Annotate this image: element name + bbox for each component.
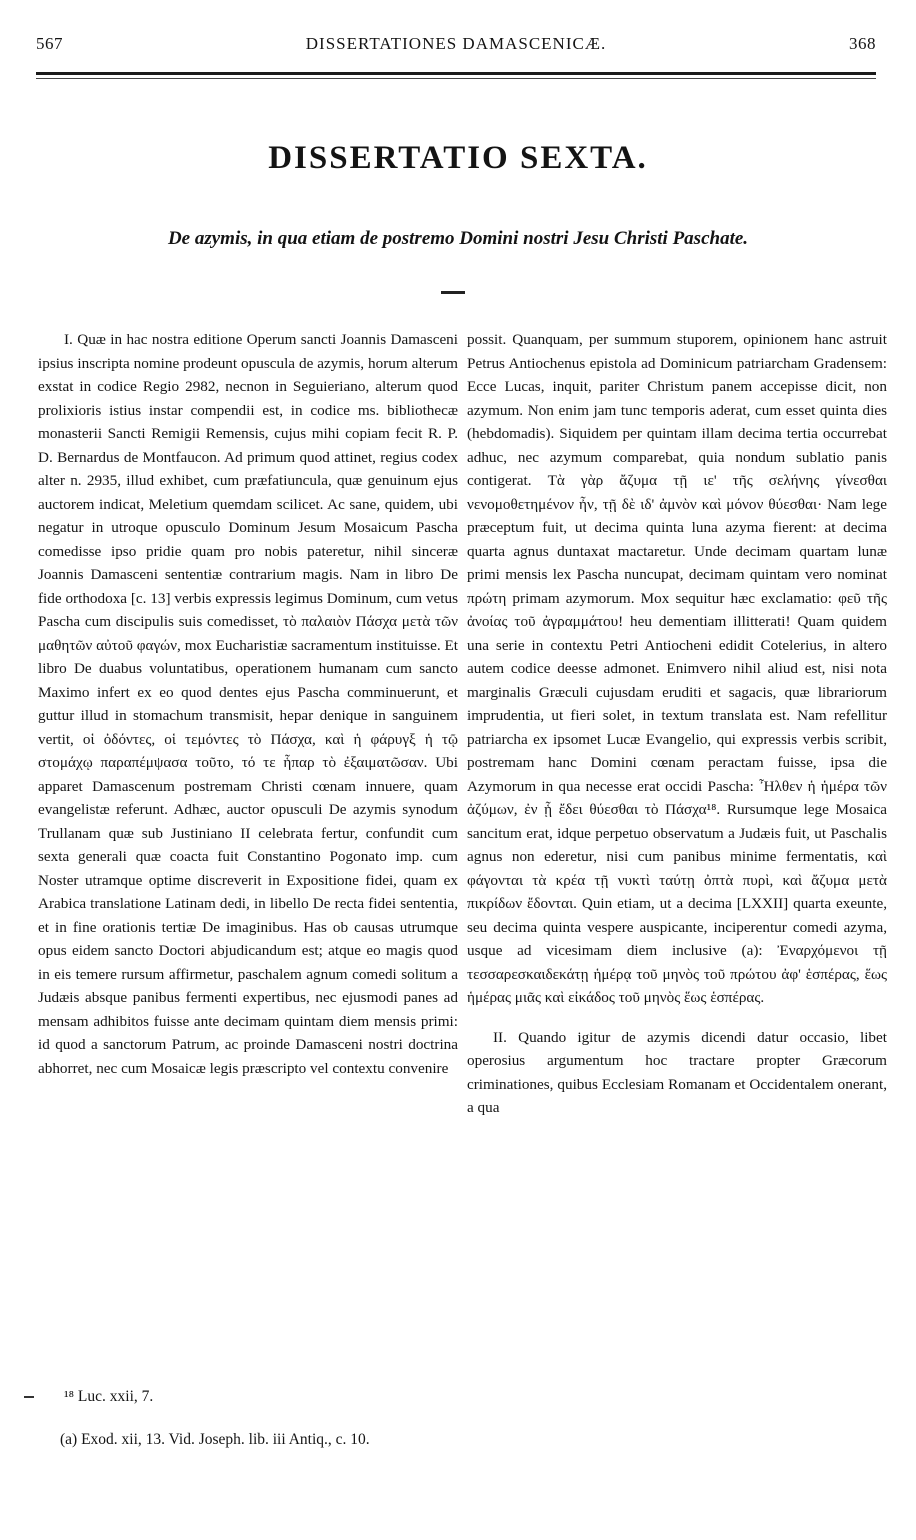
running-title: DISSERTATIONES DAMASCENICÆ.	[305, 34, 607, 53]
dissertation-subtitle: De azymis, in qua etiam de postremo Domini nostri Jesu Christi Paschate.	[167, 228, 749, 249]
paragraph-two: II. Quando igitur de azymis dicendi datur occasio, libet operosius argumentum hoc tractare propter Græcorum criminationes, quibus Ecclesiam Romanam et Occidentalem onerant, a qua	[467, 1028, 887, 1116]
header-rule-thin	[36, 78, 876, 79]
page-number-right: 368	[849, 34, 876, 53]
dissertation-title: DISSERTATIO SEXTA.	[268, 140, 648, 176]
header-rule-thick	[36, 72, 876, 75]
running-head	[36, 34, 876, 58]
page-number-left: 567	[36, 34, 63, 53]
paragraph-one: I. Quæ in hac nostra editione Operum sancti Joannis Damasceni ipsius inscripta nomine prodeunt opuscula de azymis, horum alterum exstat in codice Regio 2982, necnon in Seguieriano, alterum quod prolixioris istius instar compendii est, in codice ms. bibliothecæ monasterii Sancti Remigii Remensis, cujus mihi copiam fecit R. P. D. Bernardus de Montfaucon. Ad primum quod attinet, regius codex alter n. 2935, illud exhibet, cum præfatiuncula, quæ genuinum ejus auctorem indicat, Meletium quemdam scilicet. Ac sane, quidem, ubi negatur in utroque opusculo Dominum Jesum Mosaicum Pascha comedisse ipso pridie quam pro nobis pateretur, nihil sinceræ Joannis Damasceni sententiæ contrarium magis. Nam in libro De fide orthodoxa [c. 13] verbis expressis legimus Dominum, cum vetus Pascha cum discipulis suis comedisset, τὸ παλαιὸν Πάσχα μετὰ τῶν μαθητῶν αὐτοῦ φαγών, mox Eucharistiæ sacramentum instituisse. Et libro De duabus voluntatibus, operationem humanam cum sancto Maximo infert ex eo quod dentes ejus Pascha comminuerunt, et guttur illud in stomachum transmisit, hepar denique in sanguinem vertit, οἱ ὀδόντες, οἱ τεμόντες τὸ Πάσχα, καὶ ἡ φάρυγξ ἡ τῷ στομάχῳ παραπέμψασα τοῦτο, τό τε ἧπαρ τὸ ἐξαιματῶσαν. Ubi apparet Damascenum postremam Christi cœnam innuere, quam evangelistæ referunt. Adhæc, auctor opusculi De azymis synodum Trullanam quæ sub Justiniano II celebrata fertur, confundit cum sexta generali quæ coacta fuit Constantino Pogonato imp. cum Noster utramque optime discreverit in Expositione fidei, quam ex Arabica translatione Latinam dedi, in libello De recta fidei sententia, et in fine orationis tertiæ De imaginibus. Has ob causas utrumque opus eidem sancto Doctori abjudicandum est; atque eo magis quod in eis temere rursum affirmetur, paschalem agnum comedi solitum a Judæis absque panibus fermenti expertibus, nec ejusmodi panes ad mensam adhibitos fuisse ante decimam quintam diem mensis primi: id quod a sanctorum Patrum, ac proinde Damasceni nostri doctrina abhorret, nec cum Mosaicæ legis præscripto vel contextu convenire	[38, 331, 458, 1077]
footnote-a: (a) Exod. xii, 13. Vid. Joseph. lib. iii Antiq., c. 10.	[60, 1431, 370, 1448]
margin-dash	[24, 1396, 34, 1398]
right-column	[467, 328, 887, 1120]
footnote-18: ¹⁸ Luc. xxii, 7.	[64, 1388, 154, 1405]
paragraph-one-continued: possit. Quanquam, per summum stuporem, opinionem hanc astruit Petrus Antiochenus epistola ad Dominicum patriarcham Gradensem: Ecce Lucas, inquit, pariter Christum panem accepisse dicit, non azymum. Non enim jam tunc temporis aderat, cum esset quinta dies (hebdomadis). Siquidem per quintam illam decima tertia occurrebat adhuc, nec azymum comparebat, quia nondum sublatio panis contigerat. Τὰ γὰρ ἄζυμα τῇ ιε' τῆς σελήνης γίνεσθαι νενομοθετημένον ἦν, τῇ δὲ ιδ' ἀμνὸν καὶ μόνον θύεσθαι· Nam lege præceptum fuit, ut decima quinta luna azyma fierent: at decima quarta agnus duntaxat mactaretur. Unde decimam quartam lunæ primi mensis lex Pascha nuncupat, decimam quintam vero nominat πρώτη primam azymorum. Mox sequitur hæc exclamatio: φεῦ τῆς ἀνοίας τοῦ ἀγραμμάτου! heu dementiam illitterati! Quam quidem una serie in contextu Petri Antiocheni edidit Cotelerius, in altero autem codice deesse admonet. Enimvero nihil aliud est, nisi nota marginalis Græculi cujusdam eruditi et sagacis, quæ librariorum imprudentia, ut fieri solet, in textum translata est. Nam refellitur patriarcha ex ipsomet Lucæ Evangelio, qui expressis verbis scribit, postremam hanc Domini cœnam peractam fuisse, ipsa die Azymorum in qua necesse erat occidi Pascha: Ἦλθεν ἡ ἡμέρα τῶν ἀζύμων, ἐν ᾗ ἔδει θύεσθαι τὸ Πάσχα¹⁸. Rursumque lege Mosaica sancitum erat, idque perpetuo observatum a Judæis fuit, ut Paschalis agnus non ederetur, nisi cum panibus minime fermentatis, καὶ φάγονται τὰ κρέα τῇ νυκτὶ ταύτῃ ὀπτὰ πυρὶ, καὶ ἄζυμα μετὰ πικρίδων ἔδονται. Quin etiam, ut a decima [LXXII] quarta exeunte, seu decima quinta vespere auspicante, inciperentur comedi azyma, usque ad vicesimam diem inclusive (a): Ἐναρχόμενοι τῇ τεσσαρεσκαιδεκάτῃ ἡμέρᾳ τοῦ μηνὸς τοῦ πρώτου ἀφ' ἑσπέρας, ἕως ἡμέρας μιᾶς καὶ εἰκάδος τοῦ μηνὸς ἕως ἑσπέρας.	[467, 331, 887, 1006]
separator-dash	[441, 291, 465, 294]
left-column	[38, 328, 458, 1080]
